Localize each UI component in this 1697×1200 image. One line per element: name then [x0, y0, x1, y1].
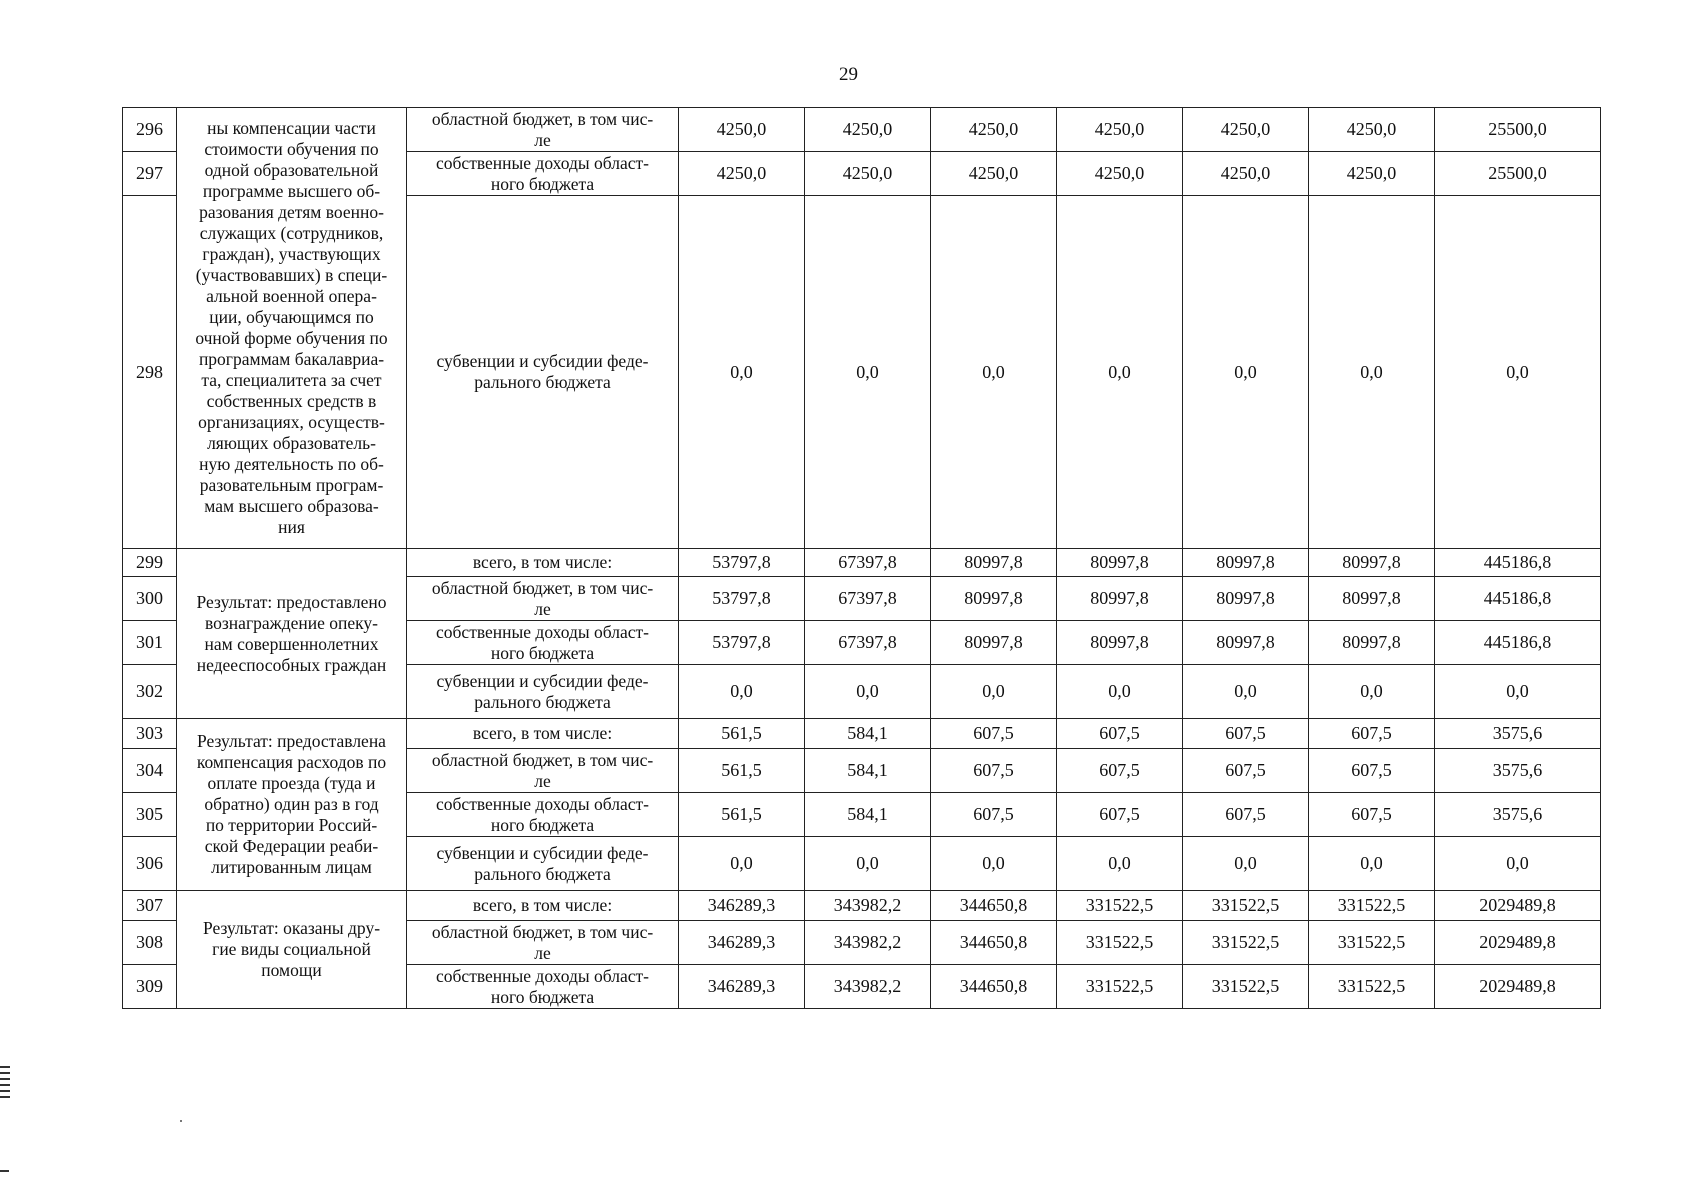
- year-value-5: 331522,5: [1183, 921, 1309, 965]
- funding-source: субвенции и субсидии феде- рального бюджета: [407, 837, 679, 891]
- year-value-4: 0,0: [1057, 665, 1183, 719]
- year-value-1: 4250,0: [679, 108, 805, 152]
- year-value-6: 80997,8: [1309, 577, 1435, 621]
- year-value-1: 4250,0: [679, 152, 805, 196]
- year-value-3: 80997,8: [931, 621, 1057, 665]
- row-number: 301: [123, 621, 177, 665]
- year-value-6: 80997,8: [1309, 621, 1435, 665]
- year-value-4: 607,5: [1057, 749, 1183, 793]
- funding-source: субвенции и субсидии феде- рального бюджета: [407, 665, 679, 719]
- funding-source: собственные доходы област- ного бюджета: [407, 152, 679, 196]
- year-value-6: 4250,0: [1309, 152, 1435, 196]
- year-value-5: 331522,5: [1183, 891, 1309, 921]
- total-value: 25500,0: [1435, 108, 1601, 152]
- year-value-3: 344650,8: [931, 891, 1057, 921]
- year-value-6: 331522,5: [1309, 891, 1435, 921]
- year-value-4: 4250,0: [1057, 152, 1183, 196]
- year-value-2: 0,0: [805, 196, 931, 549]
- year-value-1: 0,0: [679, 837, 805, 891]
- total-value: 445186,8: [1435, 577, 1601, 621]
- year-value-6: 4250,0: [1309, 108, 1435, 152]
- year-value-1: 0,0: [679, 665, 805, 719]
- year-value-2: 67397,8: [805, 577, 931, 621]
- year-value-6: 0,0: [1309, 196, 1435, 549]
- year-value-2: 343982,2: [805, 965, 931, 1009]
- year-value-6: 607,5: [1309, 719, 1435, 749]
- row-number: 296: [123, 108, 177, 152]
- year-value-5: 607,5: [1183, 719, 1309, 749]
- year-value-4: 331522,5: [1057, 965, 1183, 1009]
- table-body: [123, 108, 1601, 1009]
- funding-source: областной бюджет, в том чис- ле: [407, 108, 679, 152]
- year-value-3: 607,5: [931, 719, 1057, 749]
- year-value-4: 4250,0: [1057, 108, 1183, 152]
- year-value-2: 343982,2: [805, 891, 931, 921]
- year-value-6: 0,0: [1309, 665, 1435, 719]
- row-number: 298: [123, 196, 177, 549]
- total-value: 2029489,8: [1435, 891, 1601, 921]
- year-value-6: 607,5: [1309, 793, 1435, 837]
- table-row: [123, 719, 1601, 749]
- year-value-3: 0,0: [931, 665, 1057, 719]
- year-value-2: 584,1: [805, 793, 931, 837]
- table-row: [123, 891, 1601, 921]
- funding-source: областной бюджет, в том чис- ле: [407, 921, 679, 965]
- scan-margin-mark: [0, 1066, 10, 1102]
- year-value-5: 0,0: [1183, 665, 1309, 719]
- funding-source: субвенции и субсидии феде- рального бюджета: [407, 196, 679, 549]
- year-value-2: 584,1: [805, 749, 931, 793]
- funding-source: всего, в том числе:: [407, 719, 679, 749]
- year-value-4: 607,5: [1057, 793, 1183, 837]
- table-row: [123, 549, 1601, 577]
- year-value-5: 80997,8: [1183, 577, 1309, 621]
- total-value: 445186,8: [1435, 621, 1601, 665]
- year-value-5: 607,5: [1183, 749, 1309, 793]
- year-value-3: 607,5: [931, 749, 1057, 793]
- result-description: Результат: предоставлено вознаграждение опеку- нам совершеннолетних недееспособных граждан: [177, 549, 407, 719]
- year-value-4: 331522,5: [1057, 891, 1183, 921]
- row-number: 303: [123, 719, 177, 749]
- result-description: Результат: предоставлена компенсация расходов по оплате проезда (туда и обратно) один раз в год по территории Россий- ской Федерации реаби- литированным лицам: [177, 719, 407, 891]
- year-value-3: 344650,8: [931, 921, 1057, 965]
- row-number: 299: [123, 549, 177, 577]
- year-value-2: 4250,0: [805, 152, 931, 196]
- year-value-1: 561,5: [679, 749, 805, 793]
- funding-source: областной бюджет, в том чис- ле: [407, 577, 679, 621]
- year-value-3: 80997,8: [931, 549, 1057, 577]
- year-value-5: 4250,0: [1183, 108, 1309, 152]
- total-value: 3575,6: [1435, 793, 1601, 837]
- funding-source: собственные доходы област- ного бюджета: [407, 793, 679, 837]
- year-value-6: 0,0: [1309, 837, 1435, 891]
- funding-source: областной бюджет, в том чис- ле: [407, 749, 679, 793]
- year-value-3: 4250,0: [931, 152, 1057, 196]
- total-value: 3575,6: [1435, 719, 1601, 749]
- result-description: ны компенсации части стоимости обучения по одной образовательной программе высшего об- разования детям военно- служащих (сотрудников, граждан), участвующих (участвовавших) в специ- альной военной опера- ции, обучающимся по очной форме обучения по программам бакалавриа- та, специалитета за счет собственных средств в организациях, осуществ- ляющих образователь- ную деятельность по об- разовательным програм- мам высшего образова- ния: [177, 108, 407, 549]
- total-value: 0,0: [1435, 196, 1601, 549]
- year-value-5: 0,0: [1183, 196, 1309, 549]
- year-value-2: 0,0: [805, 665, 931, 719]
- year-value-1: 0,0: [679, 196, 805, 549]
- year-value-4: 0,0: [1057, 196, 1183, 549]
- year-value-6: 607,5: [1309, 749, 1435, 793]
- row-number: 297: [123, 152, 177, 196]
- total-value: 0,0: [1435, 837, 1601, 891]
- year-value-5: 80997,8: [1183, 621, 1309, 665]
- year-value-4: 607,5: [1057, 719, 1183, 749]
- total-value: 3575,6: [1435, 749, 1601, 793]
- year-value-3: 0,0: [931, 196, 1057, 549]
- year-value-2: 584,1: [805, 719, 931, 749]
- table-row: [123, 108, 1601, 152]
- row-number: 305: [123, 793, 177, 837]
- year-value-1: 53797,8: [679, 577, 805, 621]
- total-value: 25500,0: [1435, 152, 1601, 196]
- row-number: 309: [123, 965, 177, 1009]
- year-value-3: 80997,8: [931, 577, 1057, 621]
- year-value-4: 80997,8: [1057, 621, 1183, 665]
- year-value-3: 0,0: [931, 837, 1057, 891]
- result-description: Результат: оказаны дру- гие виды социальной помощи: [177, 891, 407, 1009]
- total-value: 2029489,8: [1435, 965, 1601, 1009]
- year-value-4: 0,0: [1057, 837, 1183, 891]
- year-value-3: 607,5: [931, 793, 1057, 837]
- year-value-1: 346289,3: [679, 921, 805, 965]
- year-value-3: 4250,0: [931, 108, 1057, 152]
- total-value: 445186,8: [1435, 549, 1601, 577]
- year-value-4: 80997,8: [1057, 549, 1183, 577]
- year-value-6: 331522,5: [1309, 965, 1435, 1009]
- funding-source: собственные доходы област- ного бюджета: [407, 965, 679, 1009]
- year-value-6: 80997,8: [1309, 549, 1435, 577]
- funding-source: всего, в том числе:: [407, 549, 679, 577]
- year-value-4: 331522,5: [1057, 921, 1183, 965]
- year-value-4: 80997,8: [1057, 577, 1183, 621]
- year-value-1: 561,5: [679, 719, 805, 749]
- year-value-1: 53797,8: [679, 549, 805, 577]
- year-value-1: 561,5: [679, 793, 805, 837]
- year-value-1: 53797,8: [679, 621, 805, 665]
- funding-source: собственные доходы област- ного бюджета: [407, 621, 679, 665]
- row-number: 304: [123, 749, 177, 793]
- year-value-6: 331522,5: [1309, 921, 1435, 965]
- row-number: 307: [123, 891, 177, 921]
- year-value-5: 331522,5: [1183, 965, 1309, 1009]
- row-number: 300: [123, 577, 177, 621]
- year-value-1: 346289,3: [679, 891, 805, 921]
- year-value-3: 344650,8: [931, 965, 1057, 1009]
- year-value-2: 343982,2: [805, 921, 931, 965]
- budget-table: [122, 107, 1601, 1009]
- year-value-5: 0,0: [1183, 837, 1309, 891]
- year-value-5: 607,5: [1183, 793, 1309, 837]
- row-number: 302: [123, 665, 177, 719]
- page-number: 29: [839, 64, 858, 85]
- scan-margin-tick: [0, 1170, 9, 1172]
- scan-speck: [180, 1120, 182, 1122]
- row-number: 306: [123, 837, 177, 891]
- year-value-2: 4250,0: [805, 108, 931, 152]
- year-value-1: 346289,3: [679, 965, 805, 1009]
- total-value: 2029489,8: [1435, 921, 1601, 965]
- funding-source: всего, в том числе:: [407, 891, 679, 921]
- year-value-5: 4250,0: [1183, 152, 1309, 196]
- year-value-2: 67397,8: [805, 549, 931, 577]
- year-value-2: 0,0: [805, 837, 931, 891]
- year-value-2: 67397,8: [805, 621, 931, 665]
- total-value: 0,0: [1435, 665, 1601, 719]
- row-number: 308: [123, 921, 177, 965]
- year-value-5: 80997,8: [1183, 549, 1309, 577]
